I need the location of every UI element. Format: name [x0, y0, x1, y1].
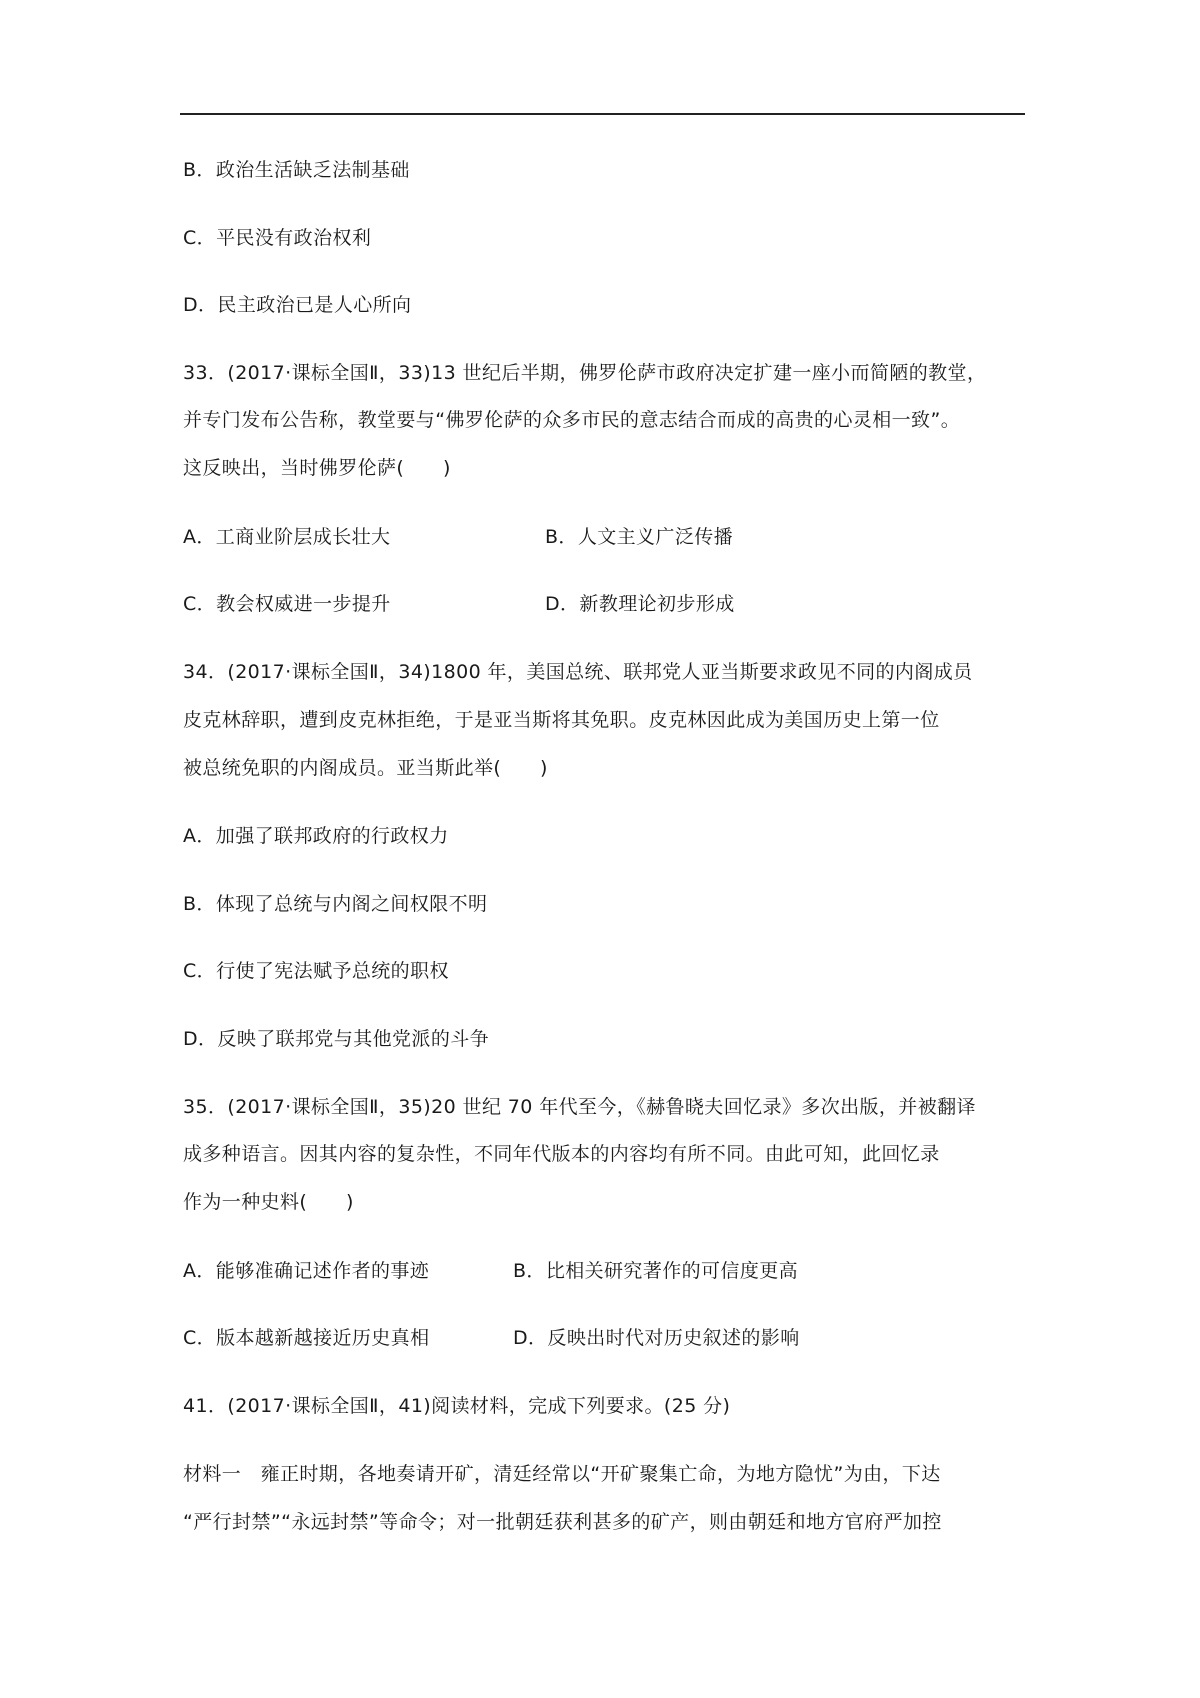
header-rule [180, 113, 1025, 115]
q35-option-a: A．能够准确记述作者的事迹 [183, 1260, 430, 1282]
q41-stem-line-1: 41．(2017·课标全国Ⅱ，41)阅读材料，完成下列要求。(25 分) [183, 1395, 731, 1417]
q33-stem-line-2: 并专门发布公告称，教堂要与“佛罗伦萨的众多市民的意志结合而成的高贵的心灵相一致”。 [183, 409, 961, 431]
q33-option-b: B．人文主义广泛传播 [545, 526, 734, 548]
q32-option-d: D．民主政治已是人心所向 [183, 294, 412, 316]
q41-material1-line-1: 材料一 雍正时期，各地奏请开矿，清廷经常以“开矿聚集亡命，为地方隐忧”为由，下达 [183, 1463, 941, 1485]
q34-option-d: D．反映了联邦党与其他党派的斗争 [183, 1028, 490, 1050]
q41-material1-line-2: “严行封禁”“永远封禁”等命令；对一批朝廷获利甚多的矿产，则由朝廷和地方官府严加控 [183, 1511, 942, 1533]
q34-stem-line-1: 34．(2017·课标全国Ⅱ，34)1800 年，美国总统、联邦党人亚当斯要求政见不同的内阁成员 [183, 661, 973, 683]
q35-stem-line-3: 作为一种史料( ) [183, 1191, 354, 1213]
q35-stem-line-1: 35．(2017·课标全国Ⅱ，35)20 世纪 70 年代至今，《赫鲁晓夫回忆录》多次出版，并被翻译 [183, 1096, 976, 1118]
q34-option-b: B．体现了总统与内阁之间权限不明 [183, 893, 488, 915]
q33-stem-line-3: 这反映出，当时佛罗伦萨( ) [183, 457, 451, 479]
q32-option-b: B．政治生活缺乏法制基础 [183, 159, 410, 181]
q34-option-c: C．行使了宪法赋予总统的职权 [183, 960, 449, 982]
q34-stem-line-2: 皮克林辞职，遭到皮克林拒绝，于是亚当斯将其免职。皮克林因此成为美国历史上第一位 [183, 709, 940, 731]
q33-option-c: C．教会权威进一步提升 [183, 593, 391, 615]
q35-option-c: C．版本越新越接近历史真相 [183, 1327, 430, 1349]
q33-option-a: A．工商业阶层成长壮大 [183, 526, 391, 548]
q35-option-b: B．比相关研究著作的可信度更高 [513, 1260, 799, 1282]
q32-option-c: C．平民没有政治权利 [183, 227, 372, 249]
q33-stem-line-1: 33．(2017·课标全国Ⅱ，33)13 世纪后半期，佛罗伦萨市政府决定扩建一座小而简陋的教堂， [183, 362, 987, 384]
q34-stem-line-3: 被总统免职的内阁成员。亚当斯此举( ) [183, 757, 548, 779]
q34-option-a: A．加强了联邦政府的行政权力 [183, 825, 449, 847]
q35-stem-line-2: 成多种语言。因其内容的复杂性，不同年代版本的内容均有所不同。由此可知，此回忆录 [183, 1143, 940, 1165]
q33-option-d: D．新教理论初步形成 [545, 593, 735, 615]
q35-option-d: D．反映出时代对历史叙述的影响 [513, 1327, 800, 1349]
